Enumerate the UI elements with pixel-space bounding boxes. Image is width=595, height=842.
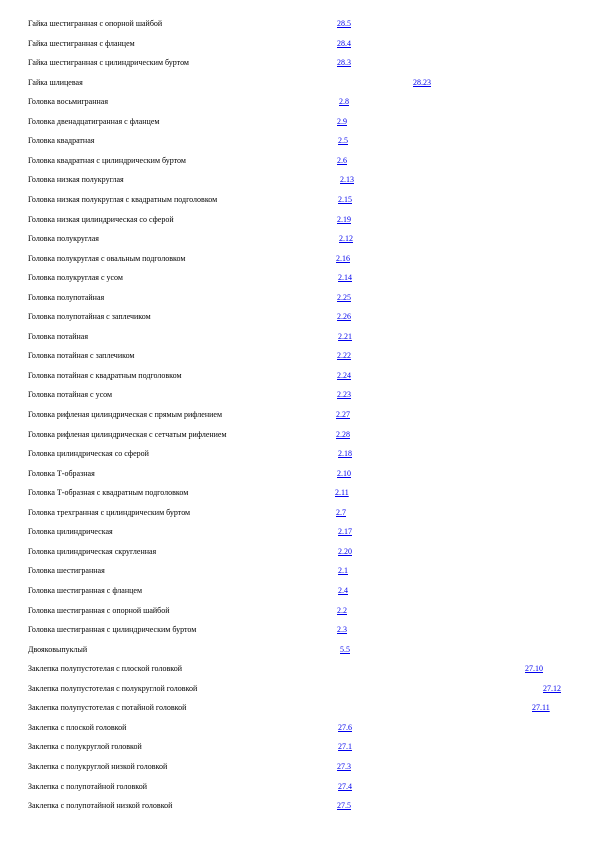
index-entry bbox=[0, 370, 595, 382]
index-entry-label: Головка шестигранная с опорной шайбой bbox=[28, 605, 170, 615]
index-entry-ref-link[interactable]: 2.17 bbox=[338, 527, 352, 537]
index-entry-label: Головка потайная с усом bbox=[28, 390, 113, 400]
index-entry-ref-link[interactable]: 2.7 bbox=[336, 507, 346, 517]
index-entry-label: Головка трехгранная с цилиндрическим буртом bbox=[28, 507, 191, 517]
index-entry bbox=[0, 526, 595, 538]
index-entry-label: Заклепка с полукруглой низкой головкой bbox=[28, 761, 168, 771]
index-entry-label: Головка Т-образная bbox=[28, 468, 95, 478]
index-entry bbox=[0, 487, 595, 499]
index-entry bbox=[0, 292, 595, 304]
index-entry-label: Головка потайная bbox=[28, 331, 89, 341]
index-entry bbox=[0, 96, 595, 108]
index-entry bbox=[0, 585, 595, 597]
index-entry-label: Головка полукруглая bbox=[28, 234, 99, 244]
index-entry-label: Головка двенадцатигранная с фланцем bbox=[28, 116, 160, 126]
index-entry-ref-link[interactable]: 2.18 bbox=[338, 449, 352, 459]
index-entry-label: Головка квадратная с цилиндрическим буртом bbox=[28, 155, 186, 165]
index-entry bbox=[0, 155, 595, 167]
index-entry-ref-link[interactable]: 2.11 bbox=[335, 488, 349, 498]
index-entry-ref-link[interactable]: 2.3 bbox=[337, 625, 347, 635]
index-entry-ref-link[interactable]: 2.27 bbox=[336, 410, 350, 419]
index-entry bbox=[0, 214, 595, 226]
index-entry-ref-link[interactable]: 28.4 bbox=[337, 38, 351, 48]
index-entry-label: Головка рифленая цилиндрическая с прямым рифлением bbox=[28, 410, 223, 419]
index-entry bbox=[0, 331, 595, 343]
index-entry-ref-link[interactable]: 2.5 bbox=[338, 136, 348, 146]
index-entry bbox=[0, 683, 595, 695]
index-entry-label: Головка цилиндрическая скругленная bbox=[28, 546, 157, 556]
index-entry-label: Двояковыпуклый bbox=[28, 644, 88, 654]
index-entry-ref-link[interactable]: 28.5 bbox=[337, 19, 351, 28]
index-entry-label: Заклепка полупустотелая с потайной головкой bbox=[28, 703, 187, 713]
index-entry bbox=[0, 605, 595, 617]
index-entry bbox=[0, 546, 595, 558]
index-entry bbox=[0, 233, 595, 245]
index-entry-label: Заклепка с полукруглой головкой bbox=[28, 742, 142, 752]
index-entry bbox=[0, 448, 595, 460]
index-entry bbox=[0, 194, 595, 206]
index-entry-label: Головка полупотайная с заплечиком bbox=[28, 312, 151, 322]
index-entry-label: Заклепка с полупотайной низкой головкой bbox=[28, 801, 173, 810]
index-entry bbox=[0, 135, 595, 147]
index-entry-label: Головка полукруглая с усом bbox=[28, 273, 123, 283]
index-entry bbox=[0, 702, 595, 714]
index-entry-label: Головка низкая полукруглая bbox=[28, 175, 124, 185]
index-entry-ref-link[interactable]: 27.4 bbox=[338, 781, 352, 791]
index-entry-ref-link[interactable]: 27.5 bbox=[337, 801, 351, 810]
index-entry bbox=[0, 781, 595, 793]
index-entry bbox=[0, 311, 595, 323]
index-entry bbox=[0, 272, 595, 284]
index-entry-ref-link[interactable]: 27.1 bbox=[338, 742, 352, 752]
index-entry-ref-link[interactable]: 27.3 bbox=[337, 761, 351, 771]
index-entry-label: Головка цилиндрическая со сферой bbox=[28, 449, 149, 459]
index-entry-ref-link[interactable]: 2.19 bbox=[337, 214, 351, 224]
index-entry-ref-link[interactable]: 2.25 bbox=[337, 292, 351, 302]
index-entry-ref-link[interactable]: 2.6 bbox=[337, 155, 347, 165]
index-entry bbox=[0, 77, 595, 89]
index-entry-ref-link[interactable]: 2.23 bbox=[337, 390, 351, 400]
index-entry-ref-link[interactable]: 2.12 bbox=[339, 234, 353, 244]
index-entry-ref-link[interactable]: 2.2 bbox=[337, 605, 347, 615]
index-entry-label: Головка шестигранная с цилиндрическим буртом bbox=[28, 625, 197, 635]
index-entry-label: Головка полукруглая с овальным подголовком bbox=[28, 253, 186, 263]
index-entry-label: Заклепка полупустотелая с плоской головкой bbox=[28, 664, 182, 674]
index-entry-label: Головка рифленая цилиндрическая с сетчатым рифлением bbox=[28, 429, 227, 439]
index-entry bbox=[0, 57, 595, 69]
index-entry-ref-link[interactable]: 2.16 bbox=[336, 253, 350, 263]
index-entry bbox=[0, 644, 595, 656]
index-entry-ref-link[interactable]: 2.20 bbox=[338, 546, 352, 556]
index-entry-label: Гайка шестигранная с фланцем bbox=[28, 38, 135, 48]
index-entry bbox=[0, 722, 595, 734]
index-entry-label: Головка Т-образная с квадратным подголовком bbox=[28, 488, 189, 498]
index-entry bbox=[0, 429, 595, 441]
index-entry-label: Головка шестигранная с фланцем bbox=[28, 586, 143, 595]
index-entry-label: Головка восьмигранная bbox=[28, 97, 108, 107]
index-entry-label: Заклепка с полупотайной головкой bbox=[28, 781, 147, 791]
index-entry-ref-link[interactable]: 2.21 bbox=[338, 331, 352, 341]
index-entry-label: Головка цилиндрическая bbox=[28, 527, 113, 537]
index-entry bbox=[0, 350, 595, 362]
index-entry bbox=[0, 800, 595, 812]
index-entry-ref-link[interactable]: 2.26 bbox=[337, 312, 351, 322]
index-entry bbox=[0, 389, 595, 401]
index-entry-ref-link[interactable]: 2.8 bbox=[339, 97, 349, 107]
index-entry-label: Гайка шестигранная с опорной шайбой bbox=[28, 19, 163, 28]
index-entry-ref-link[interactable]: 28.3 bbox=[337, 58, 351, 68]
index-entry-ref-link[interactable]: 2.15 bbox=[338, 195, 352, 204]
index-entry bbox=[0, 38, 595, 50]
index-entry-ref-link[interactable]: 2.28 bbox=[336, 429, 350, 439]
index-entry-ref-link[interactable]: 2.13 bbox=[340, 175, 354, 185]
index-entry-label: Головка полупотайная bbox=[28, 292, 105, 302]
index-entry-ref-link[interactable]: 27.10 bbox=[525, 664, 543, 674]
index-entry-ref-link[interactable]: 2.9 bbox=[337, 116, 347, 126]
index-entry bbox=[0, 507, 595, 519]
index-entry-ref-link[interactable]: 27.6 bbox=[338, 722, 352, 732]
index-entry bbox=[0, 761, 595, 773]
index-entry-label: Гайка шлицевая bbox=[28, 77, 83, 87]
index-entry-ref-link[interactable]: 2.14 bbox=[338, 273, 352, 283]
index-entry bbox=[0, 468, 595, 480]
index-entry bbox=[0, 741, 595, 753]
index-entry-ref-link[interactable]: 2.1 bbox=[338, 566, 348, 576]
index-entry-label: Головка квадратная bbox=[28, 136, 95, 146]
index-entry-ref-link[interactable]: 2.22 bbox=[337, 351, 351, 361]
index-entry-ref-link[interactable]: 2.10 bbox=[337, 468, 351, 478]
index-entry bbox=[0, 116, 595, 128]
index-entry-label: Головка шестигранная bbox=[28, 566, 105, 576]
index-entry-ref-link[interactable]: 28.23 bbox=[413, 77, 431, 87]
index-entry-ref-link[interactable]: 27.12 bbox=[543, 683, 561, 693]
index-entry bbox=[0, 565, 595, 577]
index-entry-label: Гайка шестигранная с цилиндрическим буртом bbox=[28, 58, 189, 68]
index-entry bbox=[0, 174, 595, 186]
index-entry-label: Головка потайная с квадратным подголовком bbox=[28, 370, 182, 380]
index-entry-ref-link[interactable]: 2.24 bbox=[337, 370, 351, 380]
index-entry-label: Заклепка полупустотелая с полукруглой головкой bbox=[28, 683, 198, 693]
index-entry bbox=[0, 663, 595, 675]
index-entry-label: Головка низкая цилиндрическая со сферой bbox=[28, 214, 174, 224]
index-entry bbox=[0, 624, 595, 636]
index-entry-label: Головка низкая полукруглая с квадратным подголовком bbox=[28, 195, 218, 204]
index-entry bbox=[0, 18, 595, 30]
index-entry-label: Заклепка с плоской головкой bbox=[28, 722, 127, 732]
index-entry bbox=[0, 409, 595, 421]
index-entry-ref-link[interactable]: 5.5 bbox=[340, 644, 350, 654]
index-entry-ref-link[interactable]: 27.11 bbox=[532, 703, 550, 713]
index-entry-label: Головка потайная с заплечиком bbox=[28, 351, 135, 361]
index-entry bbox=[0, 253, 595, 265]
index-entry-ref-link[interactable]: 2.4 bbox=[338, 586, 348, 595]
